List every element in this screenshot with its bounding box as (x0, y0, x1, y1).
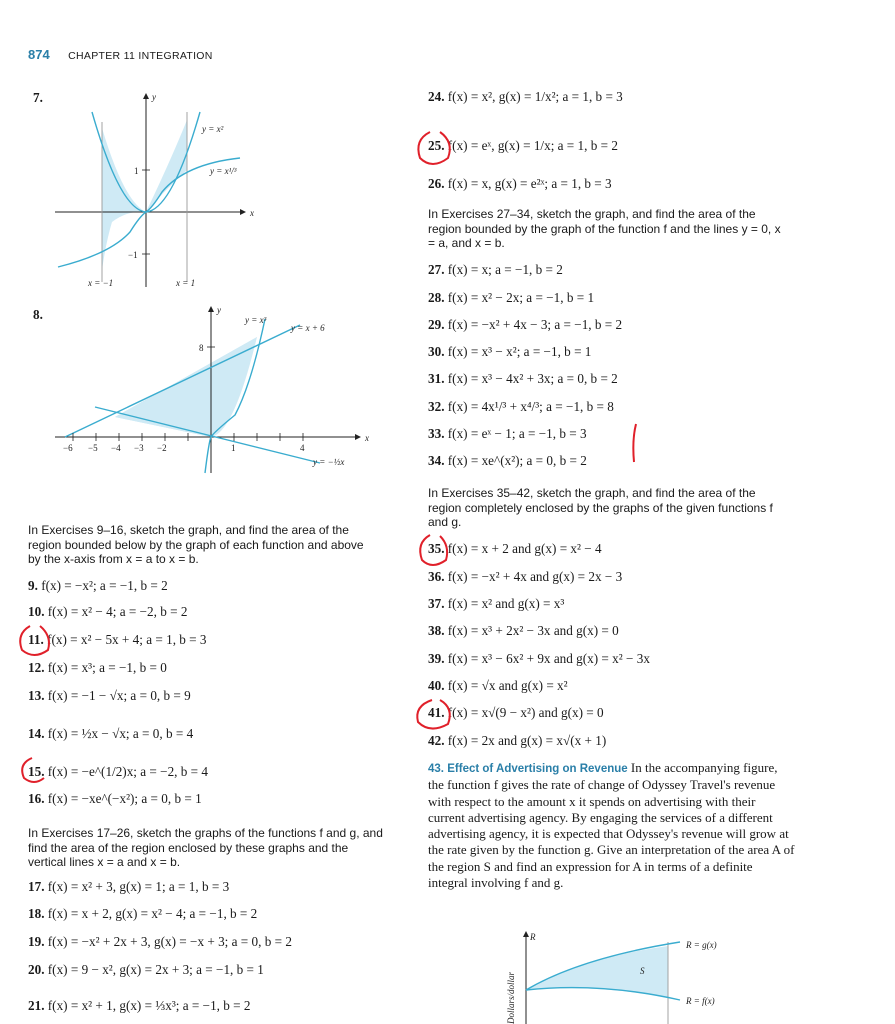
svg-text:1: 1 (231, 443, 236, 453)
svg-text:S: S (640, 966, 645, 976)
svg-text:x = −1: x = −1 (88, 278, 114, 288)
exercise-36: 36. f(x) = −x² + 4x and g(x) = 2x − 3 (428, 569, 623, 584)
annotation-circle-25 (418, 132, 449, 164)
exercise-30: 30. f(x) = x³ − x²; a = −1, b = 1 (428, 344, 592, 359)
exercise-42: 42. f(x) = 2x and g(x) = x√(x + 1) (428, 733, 607, 748)
exercise-33: 33. f(x) = eˣ − 1; a = −1, b = 3 (428, 426, 587, 441)
exercise-31: 31. f(x) = x³ − 4x² + 3x; a = 0, b = 2 (428, 371, 618, 386)
exercise-34: 34. f(x) = xe^(x²); a = 0, b = 2 (428, 453, 587, 468)
exercise-20: 20. f(x) = 9 − x², g(x) = 2x + 3; a = −1, b = 1 (28, 962, 264, 977)
exercise-26: 26. f(x) = x, g(x) = e²ˣ; a = 1, b = 3 (428, 176, 612, 191)
exercise-21: 21. f(x) = x² + 1, g(x) = ⅓x³; a = −1, b = 2 (28, 998, 251, 1013)
svg-text:y: y (152, 92, 156, 102)
exercise-13: 13. f(x) = −1 − √x; a = 0, b = 9 (28, 688, 191, 703)
svg-text:1: 1 (134, 166, 139, 176)
exercise-12: 12. f(x) = x³; a = −1, b = 0 (28, 660, 167, 675)
svg-text:y = −½x: y = −½x (313, 457, 345, 467)
exercise-15: 15. f(x) = −e^(1/2)x; a = −2, b = 4 (28, 764, 208, 779)
annotation-mark-33 (633, 424, 636, 462)
exercise-41: 41. f(x) = x√(9 − x²) and g(x) = 0 (428, 705, 604, 720)
page-number: 874 (28, 47, 50, 62)
svg-text:−4: −4 (111, 443, 121, 453)
exercise-11: 11. f(x) = x² − 5x + 4; a = 1, b = 3 (28, 632, 207, 647)
exercise-39: 39. f(x) = x³ − 6x² + 9x and g(x) = x² − 3x (428, 651, 650, 666)
intro-exercises-35-42: In Exercises 35–42, sketch the graph, and find the area of the region completely enclosed by the graphs of the given functions f and g. (428, 486, 773, 530)
exercise-10: 10. f(x) = x² − 4; a = −2, b = 2 (28, 604, 188, 619)
exercise-43-title: Effect of Advertising on Revenue (447, 763, 628, 775)
exercise-24: 24. f(x) = x², g(x) = 1/x²; a = 1, b = 3 (428, 89, 623, 104)
exercise-40: 40. f(x) = √x and g(x) = x² (428, 678, 568, 693)
svg-text:y = x³: y = x³ (245, 315, 267, 325)
svg-text:R = f(x): R = f(x) (686, 996, 715, 1006)
exercise-19: 19. f(x) = −x² + 2x + 3, g(x) = −x + 3; a = 0, b = 2 (28, 934, 292, 949)
exercise-43-body: In the accompanying figure, the function f gives the rate of change of Odyssey Travel's revenue with respect to the amount x it spends on advertising with their current advertising agency. By engaging the services of a different advertising agency, it is expected that Odyssey's revenue will grow at the rate given by the function g. Give an interpretation of the area A of the region S and find an expression for A in terms of a definite integral involving f and g. (428, 760, 795, 891)
svg-text:R: R (530, 932, 536, 942)
svg-text:x: x (365, 433, 369, 443)
intro-exercises-27-34: In Exercises 27–34, sketch the graph, and find the area of the region bounded by the graph of the function f and the lines y = 0, x = a, and x = b. (428, 207, 781, 251)
svg-text:Dollars/dollar: Dollars/dollar (506, 971, 516, 1024)
annotation-circle-35 (420, 535, 447, 565)
exercise-14: 14. f(x) = ½x − √x; a = 0, b = 4 (28, 726, 194, 741)
intro-exercises-9-16: In Exercises 9–16, sketch the graph, and find the area of the region bounded below by the graph of each function and above by the x-axis from x = a to x = b. (28, 523, 364, 567)
exercise-18: 18. f(x) = x + 2, g(x) = x² − 4; a = −1, b = 2 (28, 906, 258, 921)
svg-text:4: 4 (300, 443, 305, 453)
svg-text:−2: −2 (157, 443, 167, 453)
exercise-32: 32. f(x) = 4x¹/³ + x⁴/³; a = −1, b = 8 (428, 399, 614, 414)
annotation-circle-15 (22, 758, 44, 782)
svg-text:−1: −1 (128, 250, 138, 260)
svg-text:R = g(x): R = g(x) (686, 940, 717, 950)
svg-text:−6: −6 (63, 443, 73, 453)
exercise-38: 38. f(x) = x³ + 2x² − 3x and g(x) = 0 (428, 623, 619, 638)
exercise-27: 27. f(x) = x; a = −1, b = 2 (428, 262, 563, 277)
svg-text:−3: −3 (134, 443, 144, 453)
exercise-37: 37. f(x) = x² and g(x) = x³ (428, 596, 565, 611)
exercise-9: 9. f(x) = −x²; a = −1, b = 2 (28, 578, 168, 593)
figure7-number: 7. (33, 90, 43, 105)
exercise-17: 17. f(x) = x² + 3, g(x) = 1; a = 1, b = 3 (28, 879, 230, 894)
exercise-25: 25. f(x) = eˣ, g(x) = 1/x; a = 1, b = 2 (428, 138, 618, 153)
exercise-43-number: 43. (428, 763, 444, 775)
chapter-title: CHAPTER 11 INTEGRATION (68, 50, 213, 62)
svg-text:y: y (217, 305, 221, 315)
annotation-circle-11 (20, 626, 49, 655)
svg-text:y = x + 6: y = x + 6 (291, 323, 325, 333)
figure8-number: 8. (33, 307, 43, 322)
svg-text:y = x²: y = x² (202, 124, 224, 134)
svg-text:y = x¹/³: y = x¹/³ (210, 166, 237, 176)
exercise-16: 16. f(x) = −xe^(−x²); a = 0, b = 1 (28, 791, 202, 806)
svg-text:−5: −5 (88, 443, 98, 453)
svg-text:x: x (250, 208, 254, 218)
svg-text:8: 8 (199, 343, 204, 353)
svg-text:x = 1: x = 1 (176, 278, 196, 288)
exercise-28: 28. f(x) = x² − 2x; a = −1, b = 1 (428, 290, 595, 305)
intro-exercises-17-26: In Exercises 17–26, sketch the graphs of the functions f and g, and find the area of the region enclosed by these graphs and the vertical lines x = a and x = b. (28, 826, 383, 870)
exercise-29: 29. f(x) = −x² + 4x − 3; a = −1, b = 2 (428, 317, 623, 332)
annotation-circle-41 (417, 700, 450, 729)
exercise-35: 35. f(x) = x + 2 and g(x) = x² − 4 (428, 541, 602, 556)
